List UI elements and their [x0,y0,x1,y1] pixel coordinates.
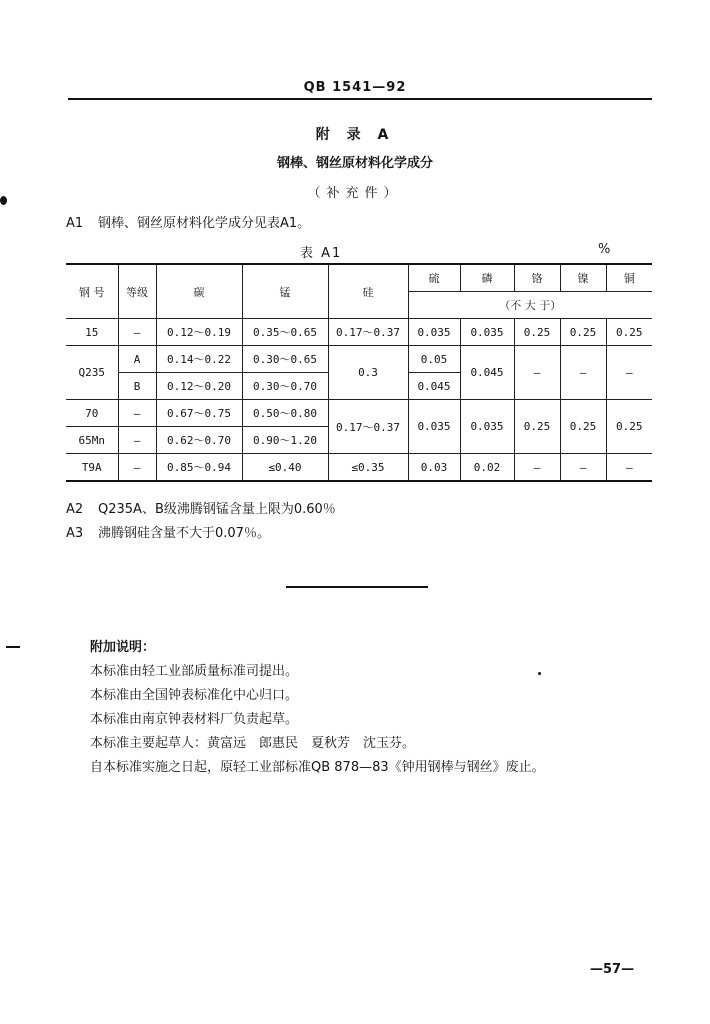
note-line: 本标准由全国钟表标准化中心归口。 [90,688,299,703]
cell-silicon: 0.3 [328,346,408,400]
cell-silicon: 0.17～0.37 [328,319,408,346]
cell-carbon: 0.12～0.19 [156,319,242,346]
header-rule [68,98,652,100]
cell-manganese: ≤0.40 [242,454,328,482]
cell-class: A [118,346,156,373]
cell-manganese: 0.90～1.20 [242,427,328,454]
cell-grade: T9A [66,454,118,482]
clause-a1-number: A1 [66,216,84,231]
cell-nickel: — [560,346,606,400]
cell-copper: 0.25 [606,400,652,454]
clause-a1-text: 钢棒、钢丝原材料化学成分见表A1。 [98,216,311,231]
header-copper: 铜 [606,264,652,292]
table-caption: 表 A1 [300,246,343,261]
appendix-note: （补充件） [307,186,403,201]
cell-grade: Q235 [66,346,118,400]
cell-chromium: — [514,454,560,482]
scan-speck [0,196,7,205]
clause-a2-text: Q235A、B级沸腾钢锰含量上限为0.60％ [98,502,336,517]
cell-grade: 65Mn [66,427,118,454]
cell-phosphorus: 0.02 [460,454,514,482]
cell-manganese: 0.30～0.70 [242,373,328,400]
cell-manganese: 0.50～0.80 [242,400,328,427]
cell-phosphorus: 0.035 [460,319,514,346]
note-line: 本标准由南京钟表材料厂负责起草。 [90,712,299,727]
cell-phosphorus: 0.045 [460,346,514,400]
header-grade: 钢 号 [66,264,118,319]
scan-speck [538,672,541,675]
header-phosphorus: 磷 [460,264,514,292]
table-row [66,346,652,373]
note-line: 本标准主要起草人：黄富远 郎惠民 夏秋芳 沈玉芬。 [90,736,416,751]
cell-sulfur: 0.05 [408,346,460,373]
cell-class: — [118,454,156,482]
cell-class: — [118,427,156,454]
table-row [66,454,652,482]
cell-class: — [118,319,156,346]
clause-a3 [66,522,270,541]
cell-sulfur: 0.045 [408,373,460,400]
cell-class: B [118,373,156,400]
scan-speck [6,646,20,648]
header-chromium: 铬 [514,264,560,292]
notes-title: 附加说明： [90,640,156,655]
clause-a1 [66,212,310,231]
header-carbon: 碳 [156,264,242,319]
page-number: —57— [590,962,635,977]
table-row [66,319,652,346]
document-code: QB 1541—92 [303,80,407,95]
table-unit: % [598,242,611,257]
cell-carbon: 0.67～0.75 [156,400,242,427]
header-max-note: （不 大 于） [408,292,652,319]
cell-phosphorus: 0.035 [460,400,514,454]
cell-copper: — [606,454,652,482]
header-sulfur: 硫 [408,264,460,292]
cell-chromium: 0.25 [514,319,560,346]
cell-chromium: 0.25 [514,400,560,454]
cell-class: — [118,400,156,427]
cell-carbon: 0.12～0.20 [156,373,242,400]
cell-grade: 15 [66,319,118,346]
cell-grade: 70 [66,400,118,427]
composition-table [66,263,652,482]
cell-sulfur: 0.035 [408,319,460,346]
cell-sulfur: 0.035 [408,400,460,454]
clause-a3-text: 沸腾钢硅含量不大于0.07％。 [98,526,270,541]
appendix-title: 附 录 A [315,127,395,143]
note-line: 自本标准实施之日起，原轻工业部标准QB 878—83《钟用钢棒与钢丝》废止。 [90,760,545,775]
cell-carbon: 0.62～0.70 [156,427,242,454]
table-row [66,400,652,427]
cell-carbon: 0.14～0.22 [156,346,242,373]
header-silicon: 硅 [328,264,408,319]
header-manganese: 锰 [242,264,328,319]
cell-nickel: 0.25 [560,319,606,346]
cell-manganese: 0.30～0.65 [242,346,328,373]
cell-chromium: — [514,346,560,400]
appendix-subtitle: 钢棒、钢丝原材料化学成分 [276,156,433,171]
cell-copper: 0.25 [606,319,652,346]
cell-nickel: 0.25 [560,400,606,454]
clause-a2-number: A2 [66,502,84,517]
cell-carbon: 0.85～0.94 [156,454,242,482]
header-nickel: 镍 [560,264,606,292]
cell-nickel: — [560,454,606,482]
cell-silicon: 0.17～0.37 [328,400,408,454]
cell-silicon: ≤0.35 [328,454,408,482]
cell-sulfur: 0.03 [408,454,460,482]
note-line: 本标准由轻工业部质量标准司提出。 [90,664,299,679]
clause-a3-number: A3 [66,526,84,541]
cell-copper: — [606,346,652,400]
header-class: 等级 [118,264,156,319]
end-rule [286,586,428,588]
clause-a2 [66,498,336,517]
cell-manganese: 0.35～0.65 [242,319,328,346]
